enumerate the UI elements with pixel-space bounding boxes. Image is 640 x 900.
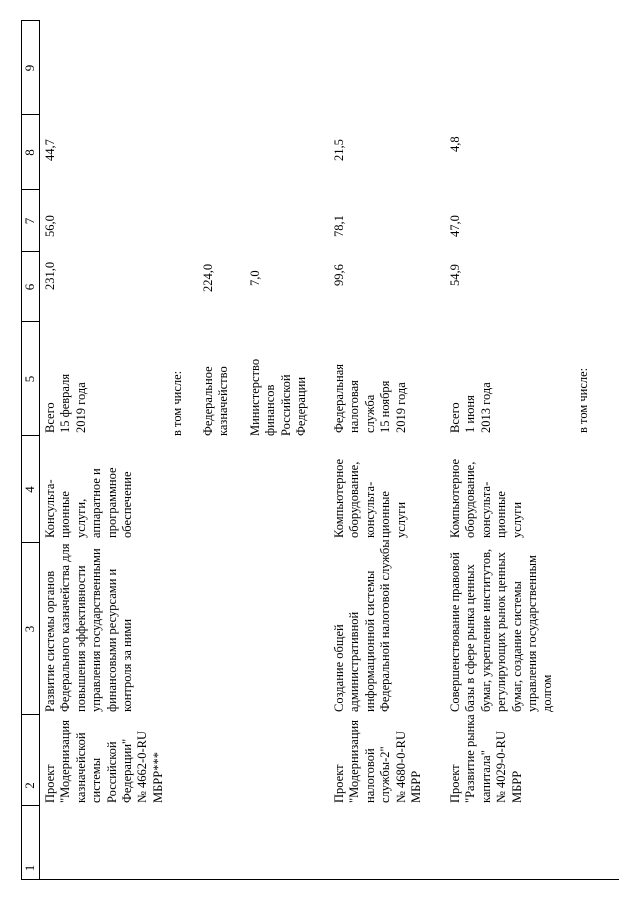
row1-sub1-col6-value: 224,0: [201, 263, 215, 292]
row3-col7-value: 47,0: [448, 215, 462, 237]
column-number-9: 9: [22, 64, 37, 72]
row2-col8-value: 21,5: [332, 139, 346, 161]
row1-including-label: в том числе:: [170, 370, 184, 436]
column-number-1: 1: [22, 864, 37, 872]
row2-purpose: Компьютерное оборудование, консульта- ционные услуги: [332, 458, 408, 538]
row3-including-label: в том числе:: [576, 367, 590, 433]
row2-goal: Создание общей административной информационной системы Федеральной налоговой службы: [332, 539, 393, 712]
row2-terms: Федеральная налоговая служба 15 ноября 2019 года: [332, 363, 408, 433]
row1-terms: Всего 15 февраля 2019 года: [43, 373, 88, 433]
column-number-5: 5: [22, 375, 37, 383]
row1-goal: Развитие системы органов Федерального казначейства для повышения эффективности управления государственными финансовыми ресурсами и контроля за ними: [43, 543, 135, 712]
row3-col6-value: 54,9: [448, 264, 462, 286]
row1-col7-value: 56,0: [43, 215, 57, 237]
column-number-7: 7: [22, 217, 37, 225]
column-number-6: 6: [22, 283, 37, 291]
row1-sub2-col6-value: 7,0: [248, 270, 262, 286]
rotated-table: [21, 20, 619, 880]
row1-purpose: Консульта- ционные услуги, аппаратное и программное обеспечение: [43, 467, 135, 538]
column-number-4: 4: [22, 486, 37, 493]
row1-sub1-name: Федеральное казначейство: [201, 366, 231, 436]
row2-project: Проект "Модернизация налоговой службы-2" № 4680-0-RU МБРР: [332, 720, 424, 803]
row2-col6-value: 99,6: [332, 264, 346, 286]
row3-purpose: Компьютерное оборудование, консульта- ционные услуги: [448, 458, 524, 538]
column-number-3: 3: [22, 625, 37, 633]
row3-project: Проект "Развитие рынка капитала" № 4029-0-RU МБРР: [448, 714, 524, 803]
row3-col8-value: 4,8: [448, 136, 462, 152]
column-number-8: 8: [22, 149, 37, 156]
row1-col6-value: 231,0: [43, 261, 57, 290]
row1-sub2-name: Министерство финансов Российской Федерации: [248, 358, 309, 436]
row1-col8-value: 44,7: [43, 139, 57, 161]
row2-col7-value: 78,1: [332, 215, 346, 237]
row1-project: Проект "Модернизация казначейской системы Российской Федерации" № 4662-0-RU МБРР***: [43, 720, 165, 803]
column-number-2: 2: [22, 782, 37, 789]
table-left-border: [21, 879, 619, 880]
row3-goal: Совершенствование правовой базы в сфере рынка ценных бумаг, укрепление институтов, регулирующих рынок ценных бумаг, создание системы управления государственным долгом: [448, 548, 555, 712]
row3-terms: Всего 1 июня 2013 года: [448, 382, 493, 433]
header-bottom-border: [39, 20, 40, 880]
